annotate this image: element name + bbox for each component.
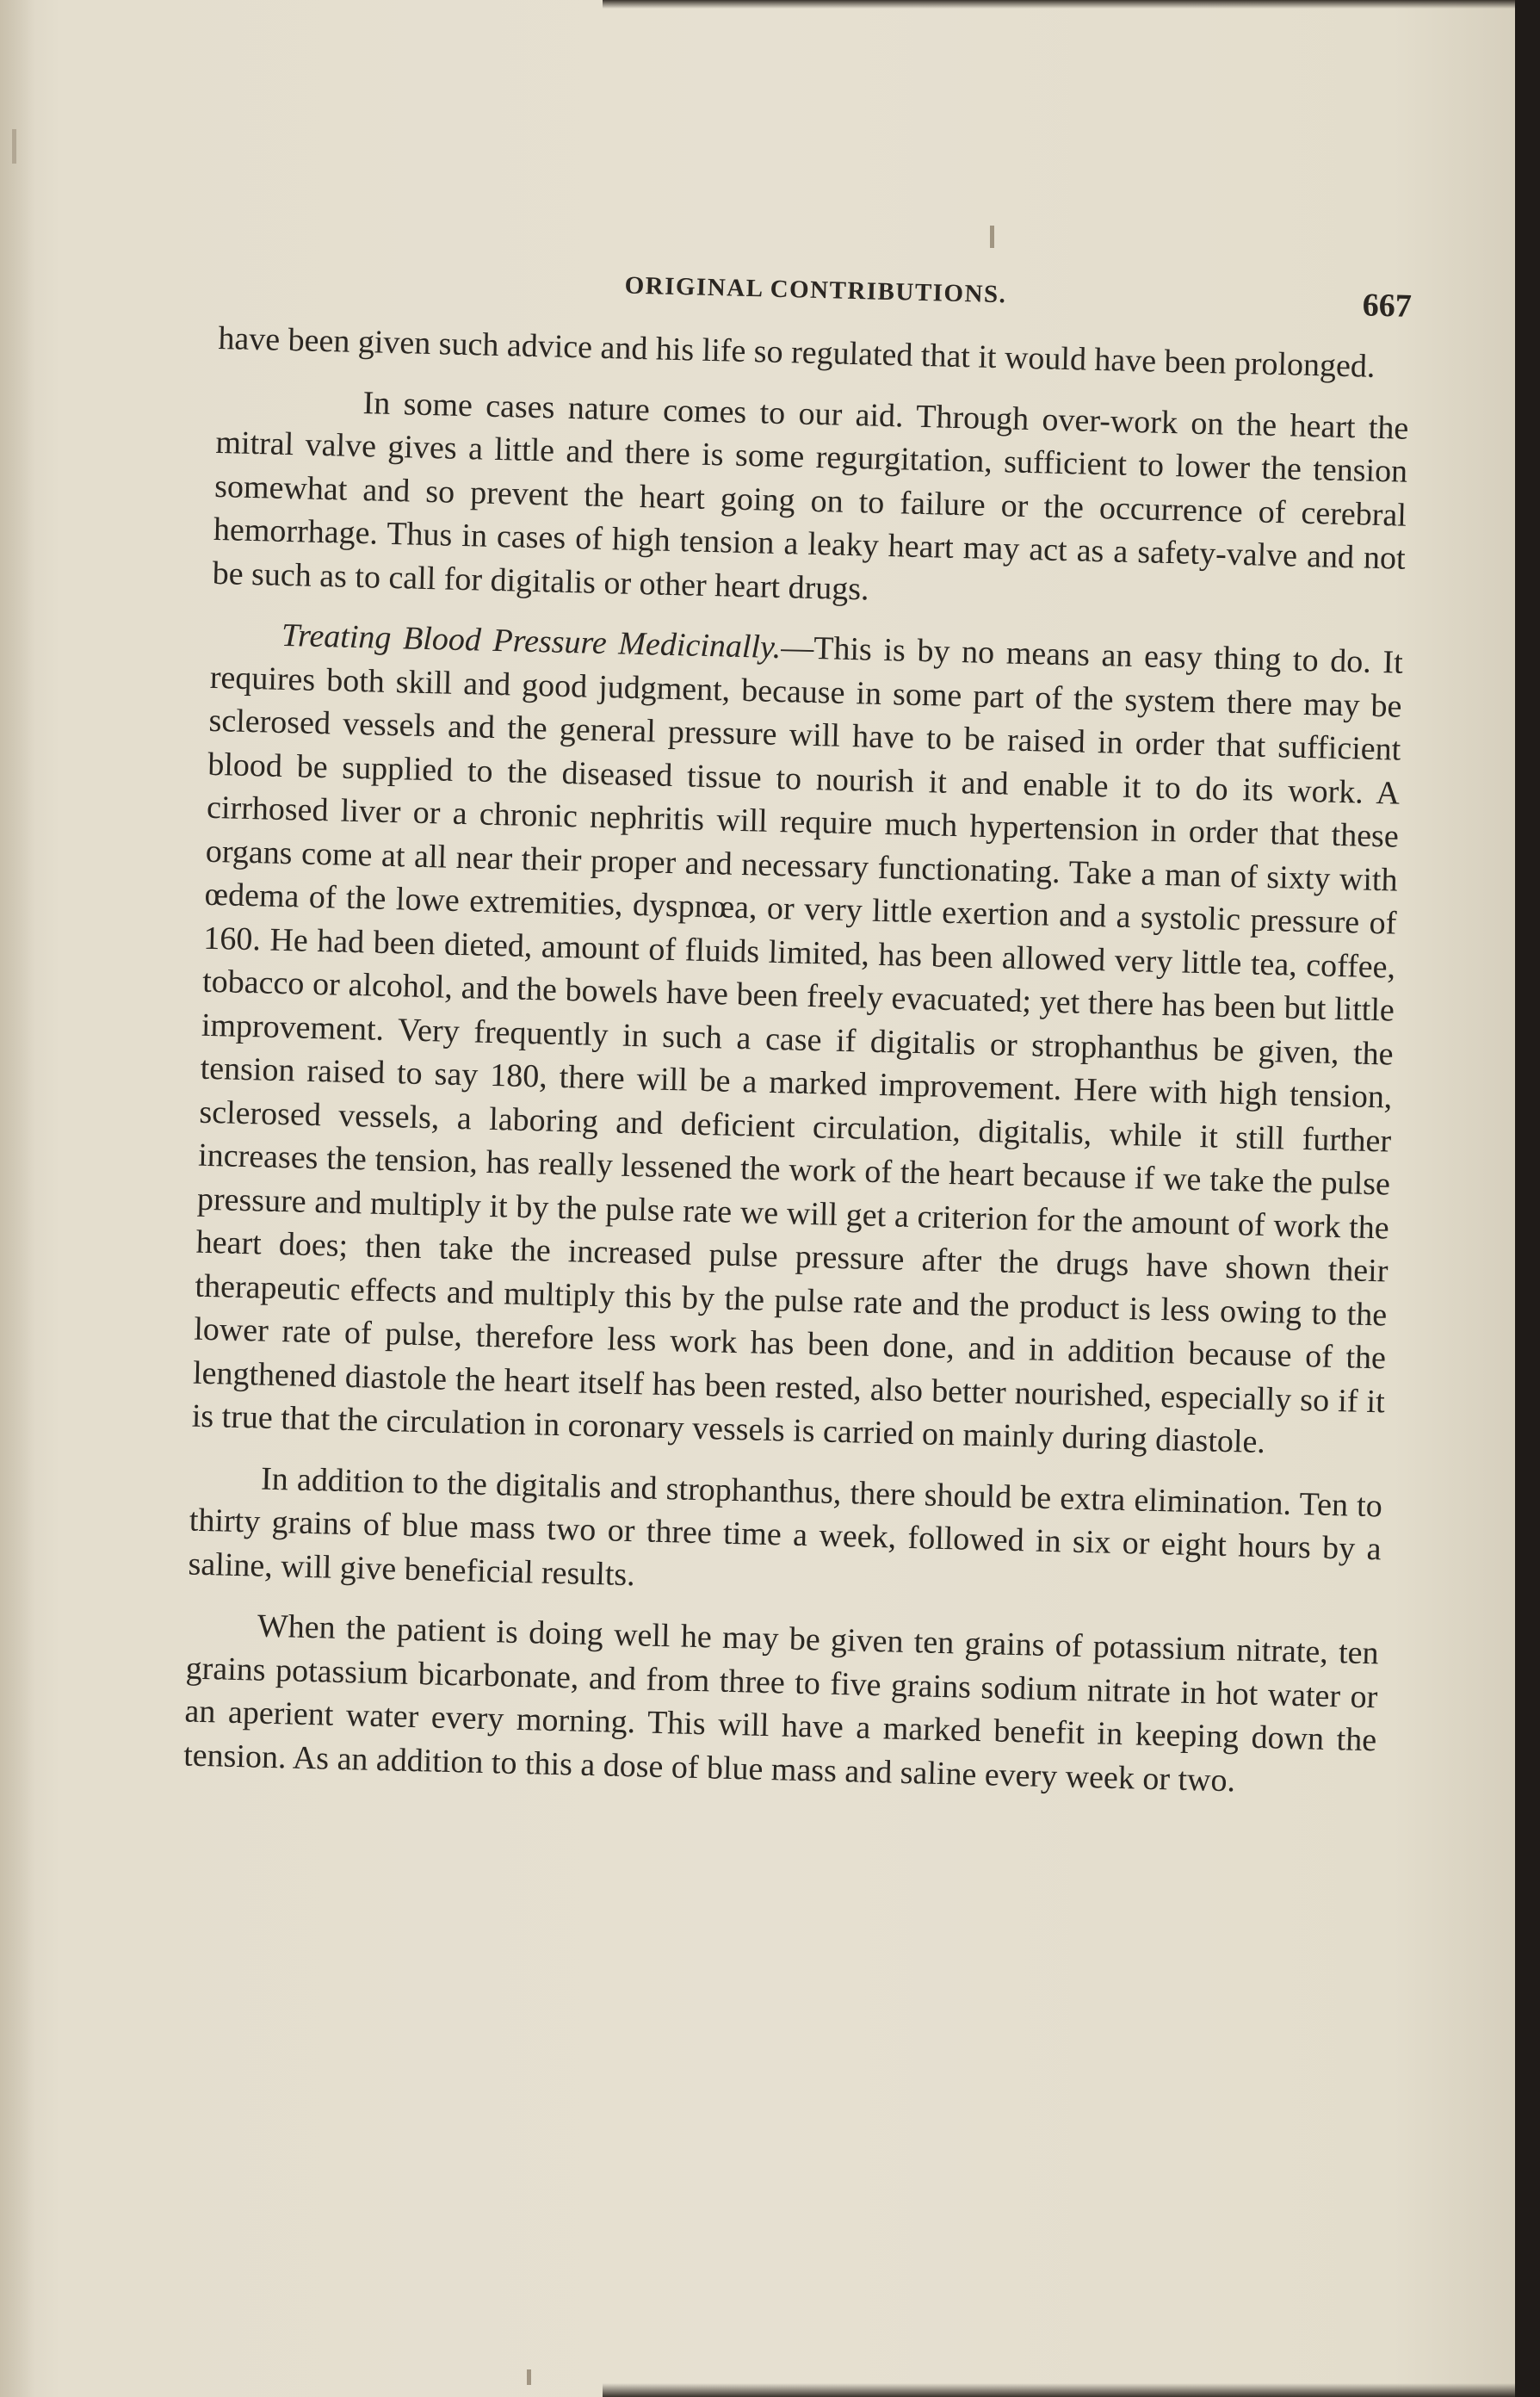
paragraph-1-text: have been given such advice and his life so regulated that it would have been prolonged. [217,319,1376,385]
paragraph-5 [183,1603,1380,1806]
paragraph-5-text: When the patient is doing well he may be given ten grains of potassium nitrate, ten grains potassium bicarbonate, and from three to five grains sodium nitrate in hot water or an aperient water every morning. This will have a marked benefit in keeping down the tension. As an addition to this a dose of blue mass and saline every week or two. [182,1607,1380,1799]
running-head [220,250,1413,331]
paragraph-3-text: —This is by no means an easy thing to do. It requires both skill and good judgment, because in some part of the system there may be sclerosed vessels and the general pressure will have to be raised in order that sufficient blood be supplied to the diseased tissue to nourish it and enable it to do its work. A cirrhosed liver or a chronic nephritis will require much hypertension in order that these organs come at all near their proper and necessary functionating. Take a man of sixty with œdema of the lowe extremities, dyspnœa, or very little exertion and a systolic pressure of 160. He had been dieted, amount of fluids limited, has been allowed very little tea, coffee, tobacco or alcohol, and the bowels have been freely evacuated; yet there has been but little improvement. Very frequently in such a case if digitalis or strophanthus be given, the tension raised to say 180, there will be a marked improvement. Here with high tension, sclerosed vessels, a laboring and deficient circulation, digitalis, while it still further increases the tension, has really lessened the work of the heart because if we take the pulse pressure and multiply it by the pulse rate we will get a criterion for the amount of work the heart does; then take the increased pulse pressure after the drugs have shown their therapeutic effects and multiply this by the pulse rate and the product is less owing to the lower rate of pulse, therefore less work has been done, and in addition because of the lengthened diastole the heart itself has been rested, also better nourished, especially so if it is true that the circulation in coronary vessels is carried on mainly during diastole. [191,629,1404,1461]
paragraph-4-text: In addition to the digitalis and strophanthus, there should be extra elimination. Ten to thirty grains of blue mass two or three time a week, followed in six or eight hours by a saline, will give beneficial results. [188,1460,1383,1593]
margin-mark-left [12,129,16,164]
paragraph-3 [191,612,1403,1467]
paragraph-2-text: In some cases nature comes to our aid. Through over-work on the heart the mitral valve gives a little and there is some regurgitation, sufficient to lower the tension somewhat and so prevent the heart going on to failure or the occurrence of cerebral hemorrhage. Thus in cases of high tension a leaky heart may act as a safety-valve and not be such as to call for digitalis or other heart drugs. [212,384,1409,608]
running-title: ORIGINAL CONTRIBUTIONS. [624,271,1007,309]
section-heading-italic: Treating Blood Pressure Medicinally. [281,616,782,666]
bottom-edge-shadow [603,2383,1515,2397]
gutter-shadow [0,0,34,2397]
top-edge-shadow [603,0,1515,9]
page-number: 667 [1362,287,1413,325]
paragraph-1 [218,317,1411,389]
scan-mark-bottom [527,2369,531,2385]
text-block [182,250,1412,1823]
book-edge [1515,0,1540,2397]
paragraph-2 [212,377,1409,623]
scan-mark-top [990,226,994,248]
paragraph-4 [188,1455,1382,1614]
